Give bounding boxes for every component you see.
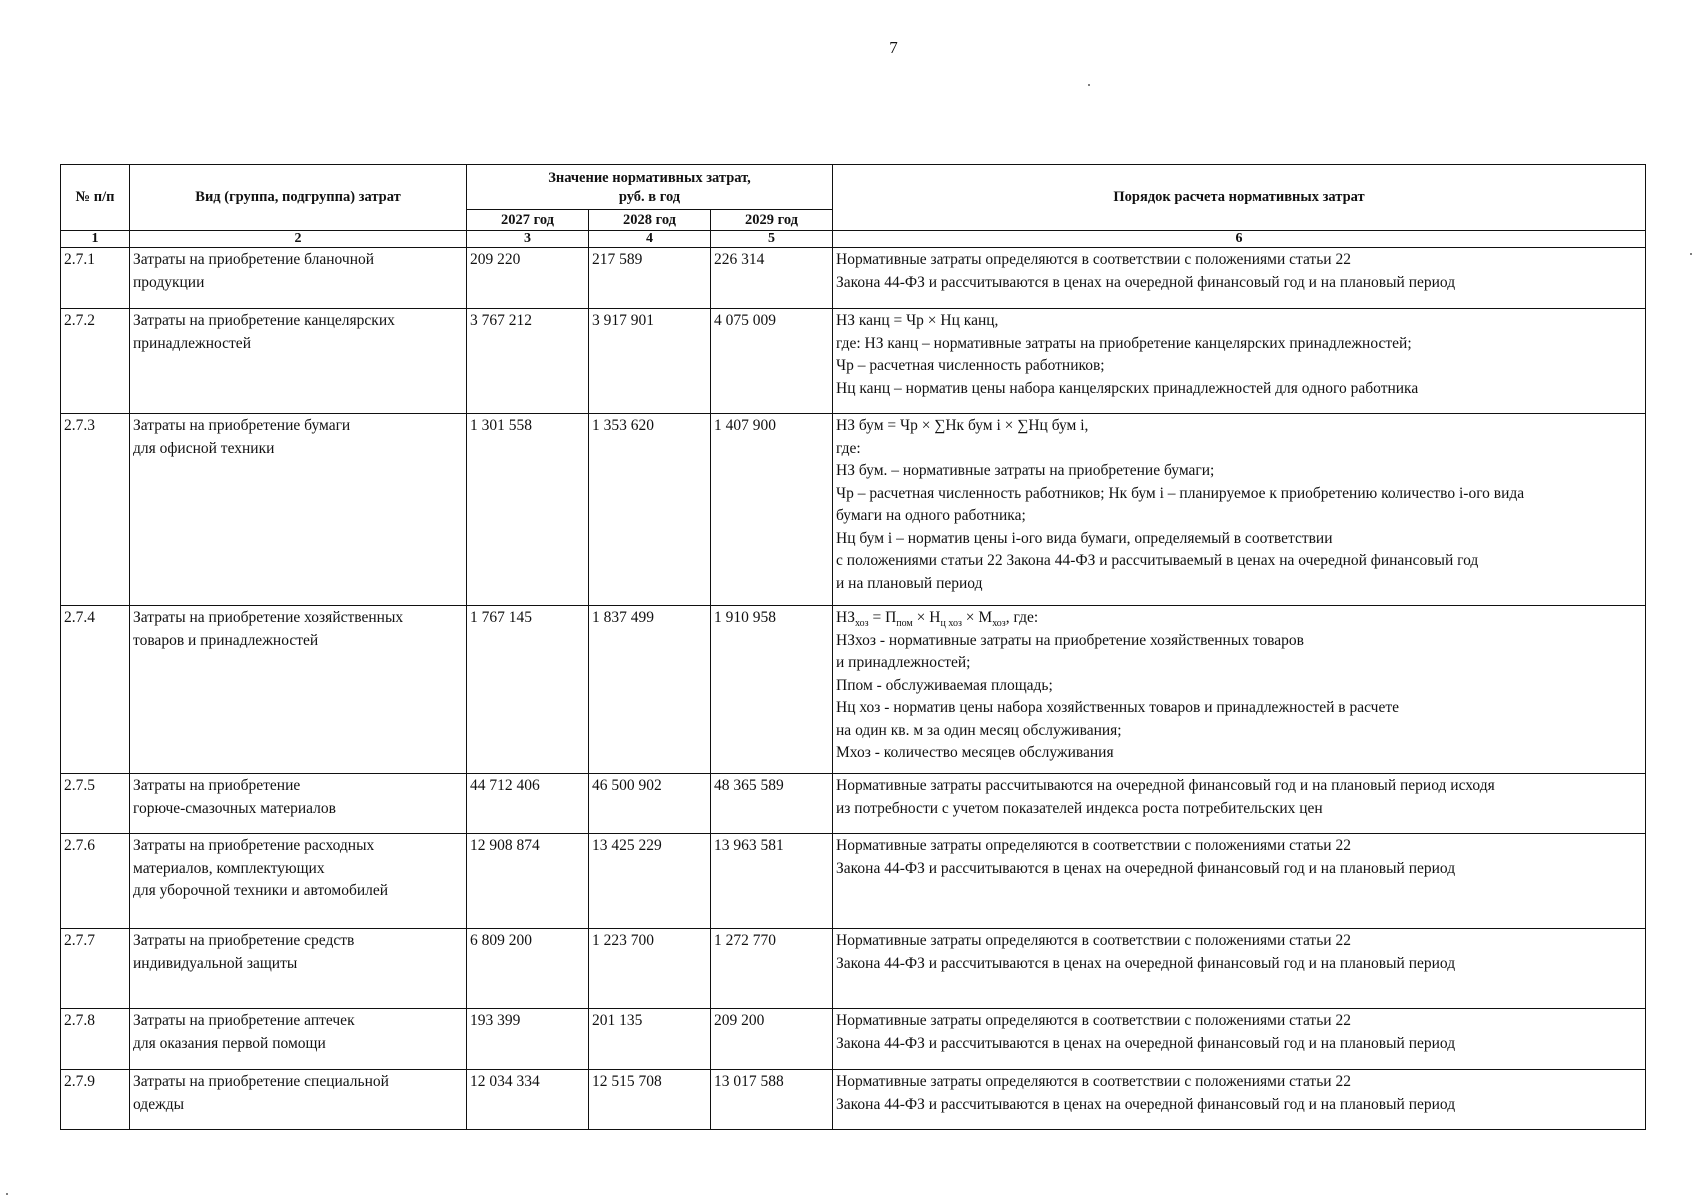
formula-tail: , где:: [1005, 609, 1039, 626]
calculation-method: [833, 1009, 1646, 1070]
value-2028: 13 425 229: [589, 834, 711, 929]
page-number: 7: [889, 38, 898, 57]
value-2027: 12 908 874: [467, 834, 589, 929]
method-line: где: НЗ канц – нормативные затраты на приобретение канцелярских принадлежностей;: [836, 334, 1412, 352]
method-line: Нц бум i – норматив цены i-ого вида бумаги, определяемый в соответствии: [836, 529, 1333, 547]
method-line: Закона 44-ФЗ и рассчитываются в ценах на очередной финансовый год и на плановый период: [836, 273, 1456, 291]
cost-type-line: Затраты на приобретение бумаги: [133, 417, 351, 434]
method-line: Нормативные затраты определяются в соответствии с положениями статьи 22: [836, 251, 1351, 268]
cost-type: [130, 309, 467, 414]
cost-type-line: продукции: [133, 273, 205, 291]
row-number: 2.7.1: [61, 248, 130, 309]
column-number: 5: [711, 231, 833, 248]
cost-type-line: принадлежностей: [133, 334, 251, 352]
row-number: 2.7.8: [61, 1009, 130, 1070]
table-row: [61, 309, 1646, 414]
table-row: [61, 774, 1646, 834]
value-2028: 1 353 620: [589, 414, 711, 606]
calculation-method: [833, 774, 1646, 834]
formula-sub: хоз: [992, 618, 1006, 630]
method-line: Нормативные затраты определяются в соответствии с положениями статьи 22: [836, 932, 1351, 949]
header-values-unit: руб. в год: [618, 189, 681, 205]
value-2027: 3 767 212: [467, 309, 589, 414]
cost-type-line: для оказания первой помощи: [133, 1034, 326, 1052]
method-line: НЗ канц = Чр × Нц канц,: [836, 312, 999, 329]
value-2029: 13 963 581: [711, 834, 833, 929]
value-2028: 46 500 902: [589, 774, 711, 834]
value-2029: 1 407 900: [711, 414, 833, 606]
method-line: Закона 44-ФЗ и рассчитываются в ценах на очередной финансовый год и на плановый период: [836, 1095, 1456, 1113]
cost-type-line: Затраты на приобретение: [133, 777, 301, 794]
formula-nz: НЗ: [836, 609, 855, 626]
table-row: [61, 1070, 1646, 1130]
cost-type-line: Затраты на приобретение средств: [133, 932, 355, 949]
header-year: 2028 год: [589, 210, 711, 231]
method-line: и на плановый период: [836, 574, 983, 592]
header-values-title: Значение нормативных затрат,: [548, 170, 751, 186]
column-number: 1: [61, 231, 130, 248]
method-line: Нц канц – норматив цены набора канцелярских принадлежностей для одного работника: [836, 379, 1419, 397]
cost-type-line: для уборочной техники и автомобилей: [133, 882, 389, 899]
column-number: 4: [589, 231, 711, 248]
cost-type-line: Затраты на приобретение бланочной: [133, 251, 375, 268]
column-number: 2: [130, 231, 467, 248]
calculation-method: [833, 248, 1646, 309]
scan-speck: [1690, 253, 1692, 255]
method-line: Нц хоз - норматив цены набора хозяйственных товаров и принадлежностей в расчете: [836, 699, 1400, 716]
method-line: НЗ бум = Чр × ∑Нк бум i × ∑Нц бум i,: [836, 417, 1089, 434]
calculation-method: [833, 414, 1646, 606]
value-2029: 48 365 589: [711, 774, 833, 834]
calculation-method: [833, 606, 1646, 774]
formula-sub: пом: [896, 618, 913, 630]
cost-type-line: индивидуальной защиты: [133, 954, 298, 972]
value-2028: 3 917 901: [589, 309, 711, 414]
value-2027: 44 712 406: [467, 774, 589, 834]
method-line: Чр – расчетная численность работников; Нк бум i – планируемое к приобретению количество i-ого вида: [836, 484, 1525, 502]
value-2029: 4 075 009: [711, 309, 833, 414]
header-values: [467, 165, 833, 210]
formula-n: Н: [929, 609, 941, 626]
method-line: НЗхоз - нормативные затраты на приобретение хозяйственных товаров: [836, 631, 1304, 649]
table-row: [61, 606, 1646, 774]
method-line: из потребности с учетом показателей индекса роста потребительских цен: [836, 799, 1323, 817]
row-number: 2.7.9: [61, 1070, 130, 1130]
method-line: Нормативные затраты определяются в соответствии с положениями статьи 22: [836, 1073, 1351, 1090]
header-cost-type: Вид (группа, подгруппа) затрат: [130, 165, 467, 231]
cost-type-line: Затраты на приобретение хозяйственных: [133, 609, 404, 626]
row-number: 2.7.4: [61, 606, 130, 774]
value-2027: 209 220: [467, 248, 589, 309]
calculation-method: [833, 834, 1646, 929]
method-line: где:: [836, 439, 861, 457]
cost-type-line: Затраты на приобретение канцелярских: [133, 312, 395, 329]
cost-type-line: Затраты на приобретение расходных: [133, 837, 375, 854]
method-line: Нормативные затраты определяются в соответствии с положениями статьи 22: [836, 1012, 1351, 1029]
value-2028: 1 223 700: [589, 929, 711, 1009]
cost-type: [130, 414, 467, 606]
value-2029: 1 910 958: [711, 606, 833, 774]
method-line: Закона 44-ФЗ и рассчитываются в ценах на очередной финансовый год и на плановый период: [836, 954, 1456, 972]
value-2027: 1 767 145: [467, 606, 589, 774]
row-number: 2.7.6: [61, 834, 130, 929]
cost-type-line: товаров и принадлежностей: [133, 631, 319, 649]
normative-costs-table: [60, 164, 1646, 1130]
formula-line: $НЗ_{хоз} = П_{пом} \times Н_{ц хоз} \times М_{хоз}$, где:: [836, 609, 1039, 630]
table-row: [61, 248, 1646, 309]
row-number: 2.7.5: [61, 774, 130, 834]
column-number: 6: [833, 231, 1646, 248]
value-2027: 12 034 334: [467, 1070, 589, 1130]
table-row: [61, 834, 1646, 929]
scan-speck: [6, 1193, 8, 1195]
method-line: Нормативные затраты рассчитываются на очередной финансовый год и на плановый период исходя: [836, 777, 1495, 794]
row-number: 2.7.2: [61, 309, 130, 414]
table-row: [61, 929, 1646, 1009]
cost-type: [130, 774, 467, 834]
row-number: 2.7.3: [61, 414, 130, 606]
value-2029: 13 017 588: [711, 1070, 833, 1130]
method-line: Мхоз - количество месяцев обслуживания: [836, 744, 1114, 761]
method-line: и принадлежностей;: [836, 654, 971, 671]
calculation-method: [833, 309, 1646, 414]
value-2028: 217 589: [589, 248, 711, 309]
value-2029: 209 200: [711, 1009, 833, 1070]
cost-type: [130, 1070, 467, 1130]
value-2028: 201 135: [589, 1009, 711, 1070]
table-row: [61, 414, 1646, 606]
value-2028: 12 515 708: [589, 1070, 711, 1130]
cost-type-line: Затраты на приобретение аптечек: [133, 1012, 355, 1029]
header-year: 2027 год: [467, 210, 589, 231]
cost-type-line: горюче-смазочных материалов: [133, 799, 336, 817]
value-2027: 1 301 558: [467, 414, 589, 606]
formula-sub: ц хоз: [940, 618, 962, 630]
cost-type-line: материалов, комплектующих: [133, 859, 325, 877]
scan-speck: [1088, 84, 1090, 86]
value-2027: 6 809 200: [467, 929, 589, 1009]
cost-type-line: Затраты на приобретение специальной: [133, 1073, 389, 1090]
calculation-method: [833, 929, 1646, 1009]
column-number: 3: [467, 231, 589, 248]
formula-p: П: [885, 609, 897, 626]
cost-type: [130, 606, 467, 774]
cost-type-line: одежды: [133, 1095, 185, 1113]
calculation-method: [833, 1070, 1646, 1130]
method-line: НЗ бум. – нормативные затраты на приобретение бумаги;: [836, 462, 1215, 479]
method-line: с положениями статьи 22 Закона 44-ФЗ и рассчитываемый в ценах на очередной финансовый год: [836, 552, 1479, 569]
cost-type-line: для офисной техники: [133, 439, 275, 457]
value-2027: 193 399: [467, 1009, 589, 1070]
header-num: № п/п: [61, 165, 130, 231]
method-line: Нормативные затраты определяются в соответствии с положениями статьи 22: [836, 837, 1351, 854]
formula-m: М: [978, 609, 993, 626]
cost-type: [130, 248, 467, 309]
value-2029: 1 272 770: [711, 929, 833, 1009]
method-line: Ппом - обслуживаемая площадь;: [836, 676, 1053, 694]
cost-type: [130, 1009, 467, 1070]
table-row: [61, 1009, 1646, 1070]
header-year: 2029 год: [711, 210, 833, 231]
value-2029: 226 314: [711, 248, 833, 309]
method-line: на один кв. м за один месяц обслуживания;: [836, 721, 1122, 739]
cost-type: [130, 834, 467, 929]
method-line: Чр – расчетная численность работников;: [836, 357, 1105, 374]
method-line: Закона 44-ФЗ и рассчитываются в ценах на очередной финансовый год и на плановый период: [836, 1034, 1456, 1052]
method-line: Закона 44-ФЗ и рассчитываются в ценах на очередной финансовый год и на плановый период: [836, 859, 1456, 877]
cost-type: [130, 929, 467, 1009]
method-line: бумаги на одного работника;: [836, 507, 1026, 524]
row-number: 2.7.7: [61, 929, 130, 1009]
formula-sub: хоз: [854, 618, 869, 630]
header-method: Порядок расчета нормативных затрат: [833, 165, 1646, 231]
value-2028: 1 837 499: [589, 606, 711, 774]
